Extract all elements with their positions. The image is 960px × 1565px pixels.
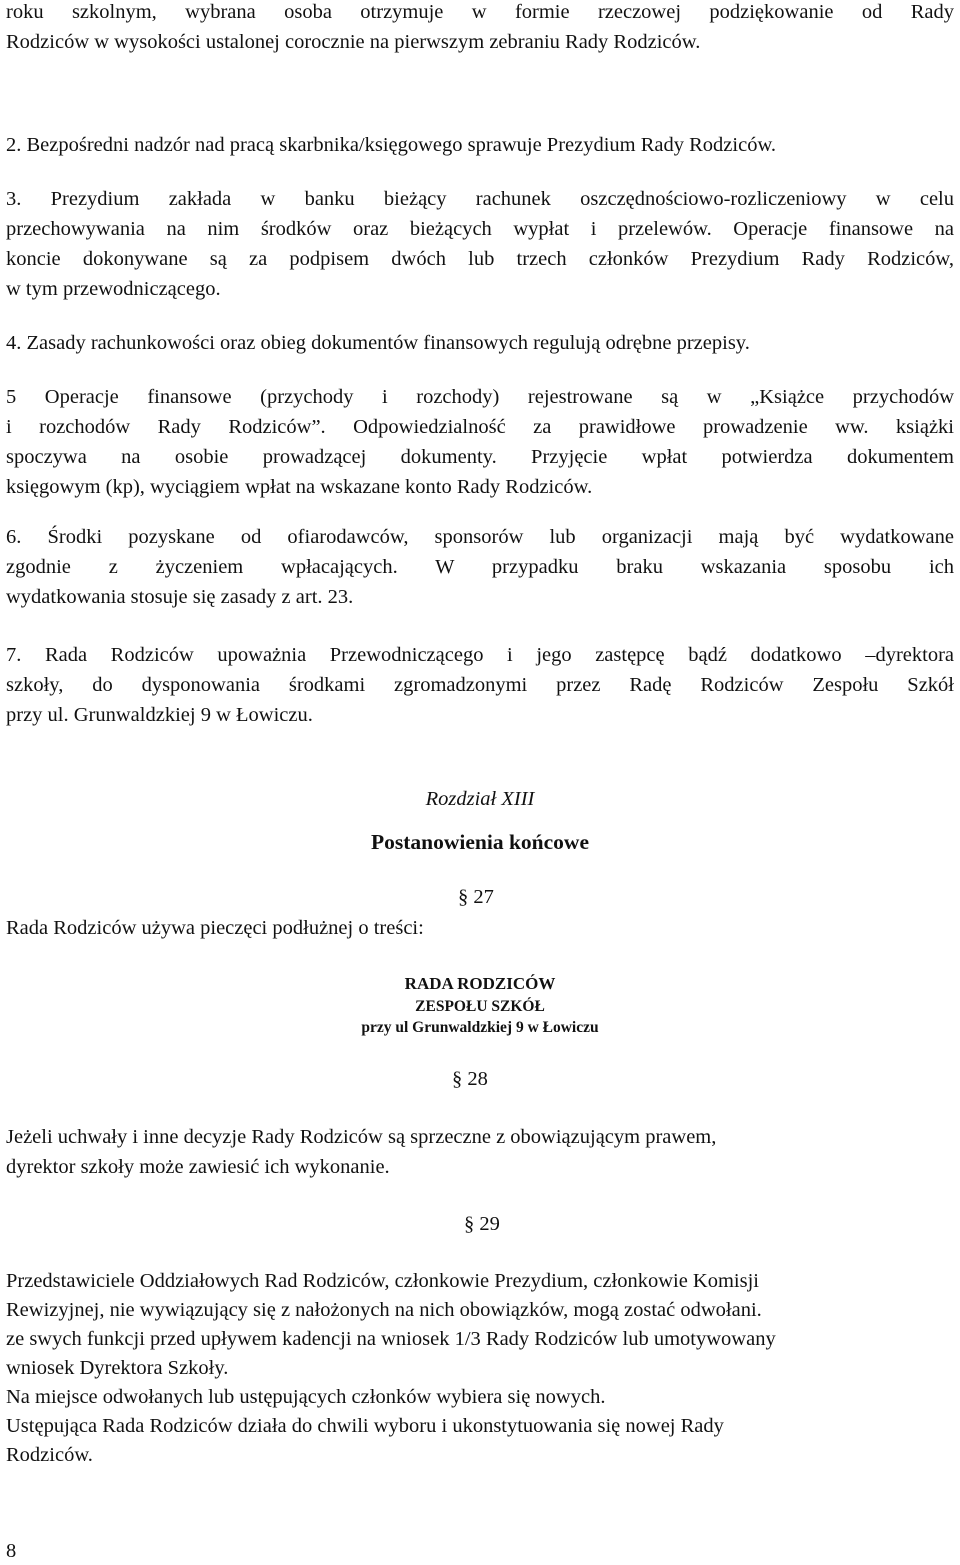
text-line: roku szkolnym, wybrana osoba otrzymuje w formie rzeczowej podziękowanie od Rady: [6, 1, 954, 23]
text-line: Przedstawiciele Oddziałowych Rad Rodziców, członkowie Prezydium, członkowie Komisji: [6, 1270, 759, 1292]
text-line: Na miejsce odwołanych lub ustępujących członków wybiera się nowych.: [6, 1386, 606, 1408]
section-sign-icon: §: [452, 1068, 463, 1090]
text-line: wydatkowania stosuje się zasady z art. 23.: [6, 586, 354, 608]
text-line: i rozchodów Rady Rodziców”. Odpowiedzialność za prawidłowe prowadzenie ww. książki: [6, 416, 954, 438]
text-line: 7. Rada Rodziców upoważnia Przewodniczącego i jego zastępcę bądź dodatkowo –dyrektora: [6, 644, 954, 666]
text-line: spoczywa na osobie prowadzącej dokumenty. Przyjęcie wpłat potwierdza dokumentem: [6, 446, 954, 468]
text-line: wniosek Dyrektora Szkoły.: [6, 1357, 229, 1379]
section-number: 27: [473, 886, 494, 908]
text-line: 5 Operacje finansowe (przychody i rozchody) rejestrowane są w „Książce przychodów: [6, 386, 954, 408]
text-line: Rada Rodziców używa pieczęci podłużnej o treści:: [6, 917, 424, 939]
text-line: przechowywania na nim środków oraz bieżących wypłat i przelewów. Operacje finansowe na: [6, 218, 954, 240]
text-line: dyrektor szkoły może zawiesić ich wykonanie.: [6, 1156, 390, 1178]
section-number: 28: [467, 1068, 488, 1090]
text-line: 2. Bezpośredni nadzór nad pracą skarbnika/księgowego sprawuje Prezydium Rady Rodziców.: [6, 134, 777, 156]
text-line: 4. Zasady rachunkowości oraz obieg dokumentów finansowych regulują odrębne przepisy.: [6, 332, 750, 354]
text-line: Jeżeli uchwały i inne decyzje Rady Rodziców są sprzeczne z obowiązującym prawem,: [6, 1126, 717, 1148]
section-27: [458, 887, 494, 908]
text-line: Ustępująca Rada Rodziców działa do chwili wyboru i ukonstytuowania się nowej Rady: [6, 1415, 724, 1437]
text-line: Rodziców.: [6, 1444, 93, 1466]
chapter-heading: Rozdział XIII: [425, 788, 535, 810]
page-number: 8: [6, 1540, 17, 1562]
stamp-line-1: RADA RODZICÓW: [404, 974, 556, 993]
text-line: 6. Środki pozyskane od ofiarodawców, sponsorów lub organizacji mają być wydatkowane: [6, 526, 954, 548]
text-line: Rewizyjnej, nie wywiązujący się z nałożonych na nich obowiązków, mogą zostać odwołani.: [6, 1299, 762, 1321]
text-line: Rodziców w wysokości ustalonej corocznie na pierwszym zebraniu Rady Rodziców.: [6, 31, 701, 53]
section-sign-icon: §: [458, 886, 469, 908]
chapter-title: Postanowienia końcowe: [371, 830, 589, 854]
stamp-line-3: przy ul Grunwaldzkiej 9 w Łowiczu: [361, 1019, 599, 1036]
section-sign-icon: §: [464, 1213, 475, 1235]
text-line: w tym przewodniczącego.: [6, 278, 221, 300]
section-29: [464, 1214, 500, 1235]
text-line: 3. Prezydium zakłada w banku bieżący rachunek oszczędnościowo-rozliczeniowy w celu: [6, 188, 954, 210]
text-line: księgowym (kp), wyciągiem wpłat na wskazane konto Rady Rodziców.: [6, 476, 593, 498]
text-line: koncie dokonywane są za podpisem dwóch lub trzech członków Prezydium Rady Rodziców,: [6, 248, 954, 270]
section-number: 29: [479, 1213, 500, 1235]
text-line: szkoły, do dysponowania środkami zgromadzonymi przez Radę Rodziców Zespołu Szkół: [6, 674, 954, 696]
text-line: przy ul. Grunwaldzkiej 9 w Łowiczu.: [6, 704, 313, 726]
text-line: zgodnie z życzeniem wpłacających. W przypadku braku wskazania sposobu ich: [6, 556, 954, 578]
stamp-line-2: ZESPOŁU SZKÓŁ: [415, 998, 545, 1015]
section-28: [452, 1069, 488, 1090]
text-line: ze swych funkcji przed upływem kadencji na wniosek 1/3 Rady Rodziców lub umotywowany: [6, 1328, 776, 1350]
